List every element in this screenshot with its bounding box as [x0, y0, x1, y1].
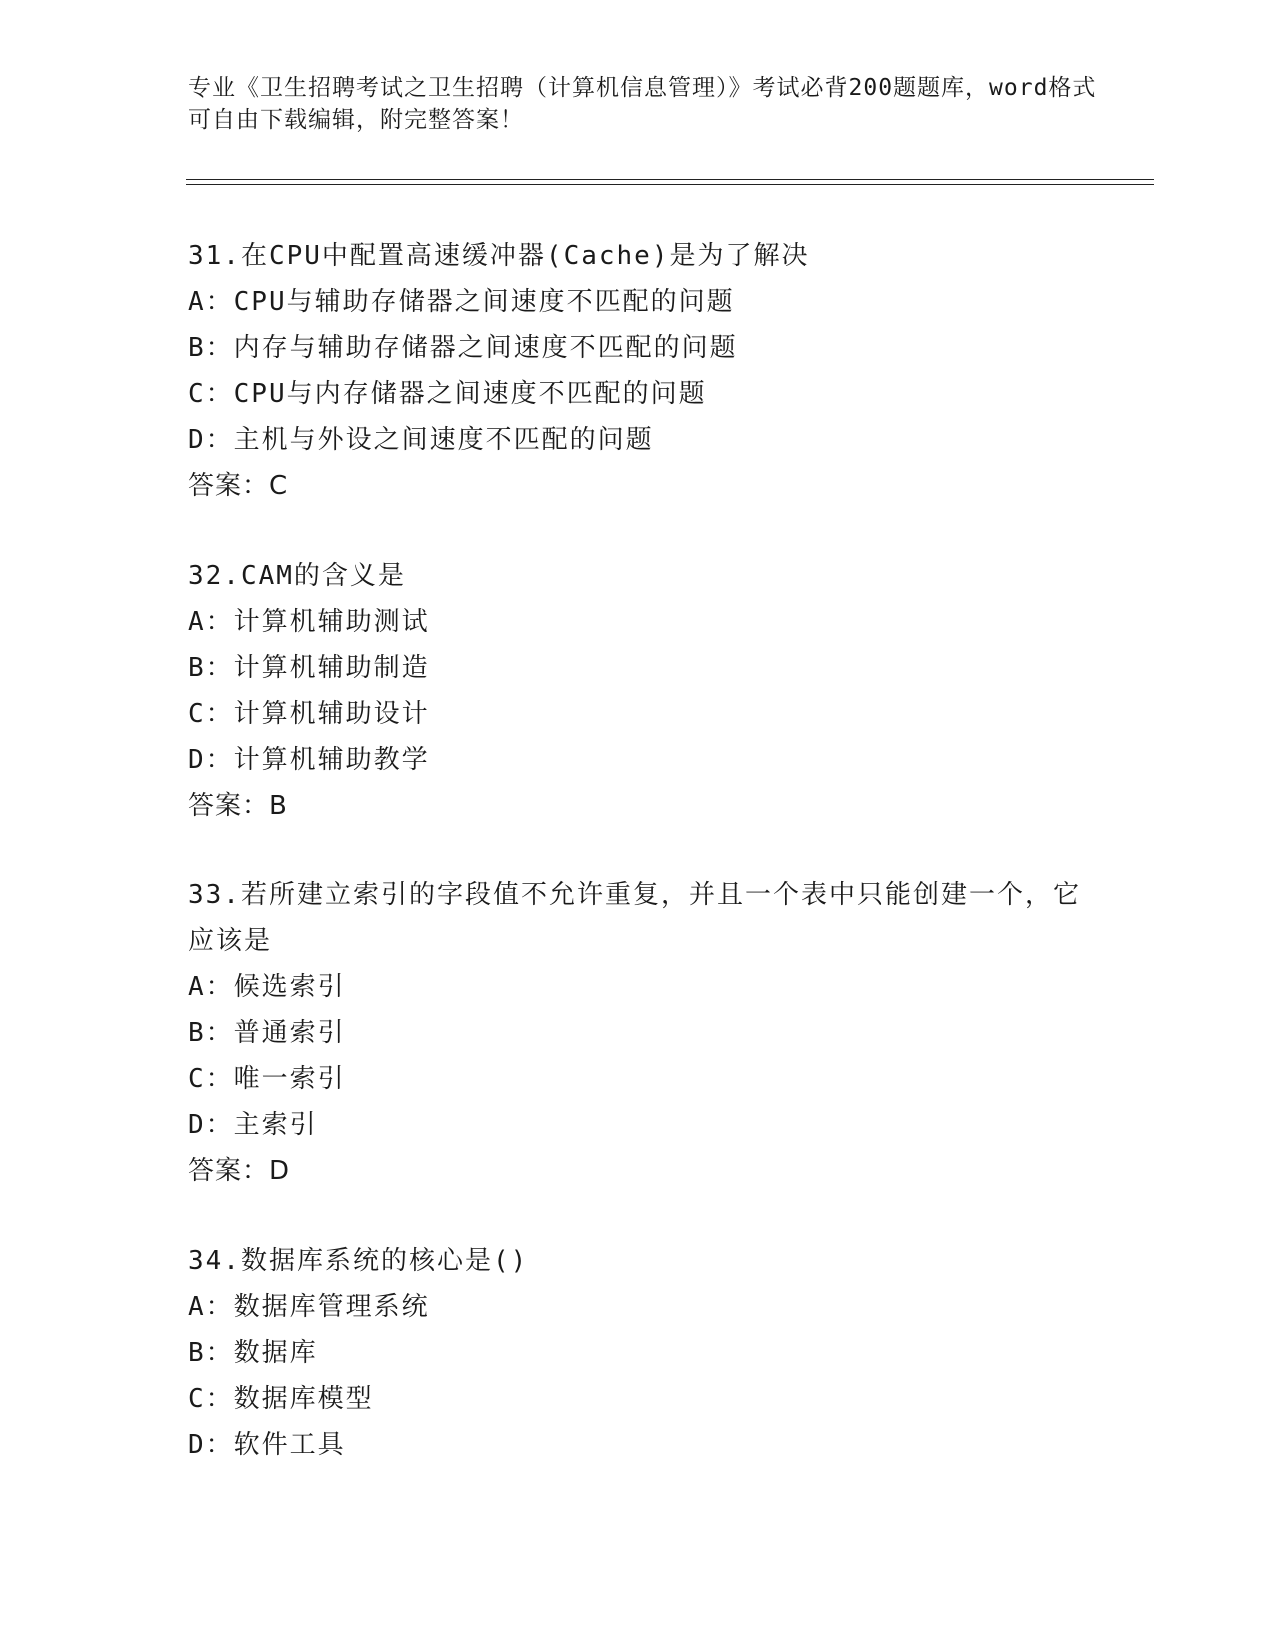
option-a: A：候选索引: [188, 972, 346, 1002]
option-d: D：软件工具: [188, 1430, 346, 1460]
question-stem: 34.数据库系统的核心是(): [188, 1246, 529, 1276]
option-b: B：计算机辅助制造: [188, 653, 430, 683]
option-d: D：计算机辅助教学: [188, 745, 430, 775]
option-d: D：主机与外设之间速度不匹配的问题: [188, 425, 654, 455]
option-c: C：唯一索引: [188, 1064, 346, 1094]
header-divider-top: [186, 179, 1154, 180]
question-stem: 33.若所建立索引的字段值不允许重复，并且一个表中只能创建一个，它应该是: [188, 880, 1081, 956]
document-header: 专业《卫生招聘考试之卫生招聘（计算机信息管理）》考试必背200题题库，word格式可自由下载编辑，附完整答案！: [188, 75, 1097, 133]
option-b: B：内存与辅助存储器之间速度不匹配的问题: [188, 333, 738, 363]
option-d: D：主索引: [188, 1110, 318, 1140]
question-34: [188, 1238, 1088, 1468]
option-b: B：数据库: [188, 1338, 318, 1368]
option-a: A：计算机辅助测试: [188, 607, 430, 637]
question-32: [188, 553, 1088, 829]
header-divider-bottom: [186, 184, 1154, 185]
answer-line: 答案：B: [188, 791, 288, 821]
question-stem: 32.CAM的含义是: [188, 561, 406, 591]
answer-line: 答案：C: [188, 471, 289, 501]
option-b: B：普通索引: [188, 1018, 346, 1048]
option-c: C：CPU与内存储器之间速度不匹配的问题: [188, 379, 707, 409]
question-31: [188, 233, 1088, 509]
option-a: A：CPU与辅助存储器之间速度不匹配的问题: [188, 287, 735, 317]
option-a: A：数据库管理系统: [188, 1292, 430, 1322]
answer-line: 答案：D: [188, 1156, 291, 1186]
question-33: [188, 872, 1088, 1194]
option-c: C：计算机辅助设计: [188, 699, 430, 729]
option-c: C：数据库模型: [188, 1384, 374, 1414]
question-stem: 31.在CPU中配置高速缓冲器(Cache)是为了解决: [188, 241, 810, 271]
